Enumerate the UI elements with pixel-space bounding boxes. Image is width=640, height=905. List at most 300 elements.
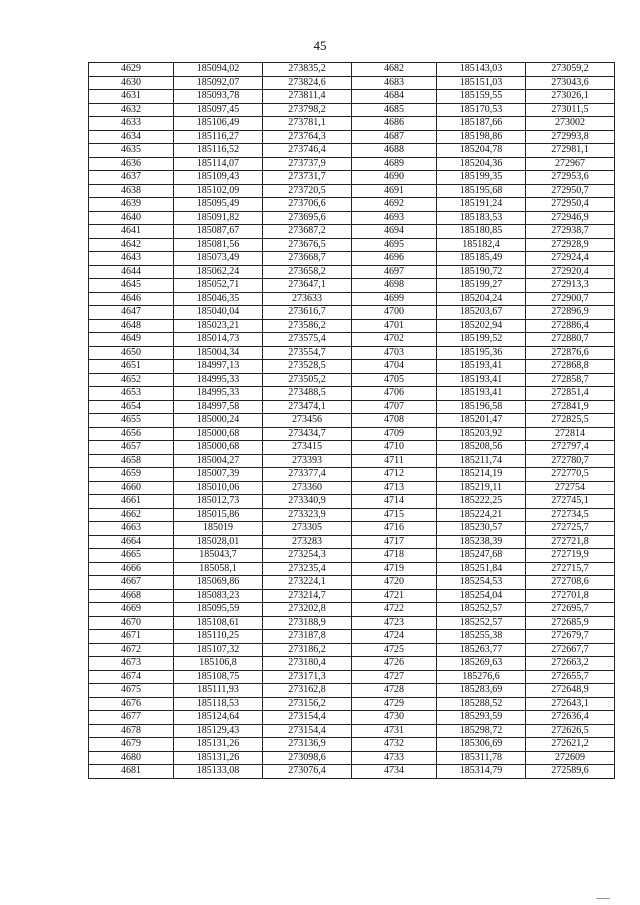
y-coordinate-cell: 272780,7: [526, 454, 615, 468]
x-coordinate-cell: 185012,73: [174, 495, 263, 509]
y-coordinate-cell: 272643,1: [526, 697, 615, 711]
y-coordinate-cell: 272950,4: [526, 198, 615, 212]
point-number-cell: 4694: [352, 225, 437, 239]
x-coordinate-cell: 185204,36: [437, 157, 526, 171]
x-coordinate-cell: 185095,59: [174, 603, 263, 617]
x-coordinate-cell: 185230,57: [437, 522, 526, 536]
y-coordinate-cell: 273340,9: [263, 495, 352, 509]
point-number-cell: 4654: [89, 400, 174, 414]
point-number-cell: 4686: [352, 117, 437, 131]
point-number-cell: 4710: [352, 441, 437, 455]
table-row: [89, 103, 615, 117]
y-coordinate-cell: 272797,4: [526, 441, 615, 455]
x-coordinate-cell: 185083,23: [174, 589, 263, 603]
y-coordinate-cell: 273554,7: [263, 346, 352, 360]
y-coordinate-cell: 273456: [263, 414, 352, 428]
y-coordinate-cell: 272754: [526, 481, 615, 495]
y-coordinate-cell: 272851,4: [526, 387, 615, 401]
point-number-cell: 4667: [89, 576, 174, 590]
x-coordinate-cell: 185211,74: [437, 454, 526, 468]
point-number-cell: 4652: [89, 373, 174, 387]
y-coordinate-cell: 273746,4: [263, 144, 352, 158]
y-coordinate-cell: 273706,6: [263, 198, 352, 212]
x-coordinate-cell: 185159,55: [437, 90, 526, 104]
point-number-cell: 4639: [89, 198, 174, 212]
point-number-cell: 4661: [89, 495, 174, 509]
table-row: [89, 414, 615, 428]
table-row: [89, 252, 615, 266]
x-coordinate-cell: 185185,49: [437, 252, 526, 266]
y-coordinate-cell: 272896,9: [526, 306, 615, 320]
table-row: [89, 562, 615, 576]
table-row: [89, 481, 615, 495]
y-coordinate-cell: 272708,6: [526, 576, 615, 590]
x-coordinate-cell: 185043,7: [174, 549, 263, 563]
table-row: [89, 198, 615, 212]
x-coordinate-cell: 185062,24: [174, 265, 263, 279]
point-number-cell: 4633: [89, 117, 174, 131]
x-coordinate-cell: 185023,21: [174, 319, 263, 333]
y-coordinate-cell: 272928,9: [526, 238, 615, 252]
y-coordinate-cell: 272725,7: [526, 522, 615, 536]
x-coordinate-cell: 185014,73: [174, 333, 263, 347]
point-number-cell: 4687: [352, 130, 437, 144]
x-coordinate-cell: 185019: [174, 522, 263, 536]
table-row: [89, 589, 615, 603]
x-coordinate-cell: 185203,92: [437, 427, 526, 441]
y-coordinate-cell: 272886,4: [526, 319, 615, 333]
table-row: [89, 684, 615, 698]
table-row: [89, 211, 615, 225]
x-coordinate-cell: 185106,49: [174, 117, 263, 131]
x-coordinate-cell: 185193,41: [437, 387, 526, 401]
x-coordinate-cell: 185196,58: [437, 400, 526, 414]
y-coordinate-cell: 273586,2: [263, 319, 352, 333]
x-coordinate-cell: 185095,49: [174, 198, 263, 212]
y-coordinate-cell: 273059,2: [526, 63, 615, 77]
y-coordinate-cell: 273695,6: [263, 211, 352, 225]
x-coordinate-cell: 185000,24: [174, 414, 263, 428]
point-number-cell: 4677: [89, 711, 174, 725]
table-row: [89, 130, 615, 144]
table-row: [89, 171, 615, 185]
x-coordinate-cell: 185091,82: [174, 211, 263, 225]
point-number-cell: 4721: [352, 589, 437, 603]
x-coordinate-cell: 185143,03: [437, 63, 526, 77]
y-coordinate-cell: 272993,8: [526, 130, 615, 144]
point-number-cell: 4647: [89, 306, 174, 320]
x-coordinate-cell: 185255,38: [437, 630, 526, 644]
y-coordinate-cell: 273737,9: [263, 157, 352, 171]
y-coordinate-cell: 272880,7: [526, 333, 615, 347]
y-coordinate-cell: 273824,6: [263, 76, 352, 90]
table-row: [89, 387, 615, 401]
table-row: [89, 427, 615, 441]
point-number-cell: 4716: [352, 522, 437, 536]
table-row: [89, 468, 615, 482]
x-coordinate-cell: 185254,53: [437, 576, 526, 590]
x-coordinate-cell: 185111,93: [174, 684, 263, 698]
point-number-cell: 4711: [352, 454, 437, 468]
point-number-cell: 4637: [89, 171, 174, 185]
x-coordinate-cell: 185114,07: [174, 157, 263, 171]
y-coordinate-cell: 272636,4: [526, 711, 615, 725]
x-coordinate-cell: 185191,24: [437, 198, 526, 212]
point-number-cell: 4638: [89, 184, 174, 198]
coordinates-table-body: [89, 63, 615, 779]
table-row: [89, 522, 615, 536]
point-number-cell: 4658: [89, 454, 174, 468]
point-number-cell: 4679: [89, 738, 174, 752]
y-coordinate-cell: 272621,2: [526, 738, 615, 752]
point-number-cell: 4669: [89, 603, 174, 617]
x-coordinate-cell: 185170,53: [437, 103, 526, 117]
scan-artifact-mark: [596, 898, 610, 899]
y-coordinate-cell: 272953,6: [526, 171, 615, 185]
table-row: [89, 765, 615, 779]
x-coordinate-cell: 185118,53: [174, 697, 263, 711]
x-coordinate-cell: 184997,58: [174, 400, 263, 414]
point-number-cell: 4722: [352, 603, 437, 617]
x-coordinate-cell: 185131,26: [174, 751, 263, 765]
point-number-cell: 4702: [352, 333, 437, 347]
x-coordinate-cell: 185116,52: [174, 144, 263, 158]
point-number-cell: 4703: [352, 346, 437, 360]
point-number-cell: 4672: [89, 643, 174, 657]
table-row: [89, 346, 615, 360]
table-row: [89, 265, 615, 279]
point-number-cell: 4726: [352, 657, 437, 671]
x-coordinate-cell: 185199,52: [437, 333, 526, 347]
x-coordinate-cell: 185058,1: [174, 562, 263, 576]
point-number-cell: 4731: [352, 724, 437, 738]
x-coordinate-cell: 185129,43: [174, 724, 263, 738]
y-coordinate-cell: 273180,4: [263, 657, 352, 671]
x-coordinate-cell: 185182,4: [437, 238, 526, 252]
y-coordinate-cell: 273254,3: [263, 549, 352, 563]
y-coordinate-cell: 272876,6: [526, 346, 615, 360]
y-coordinate-cell: 273098,6: [263, 751, 352, 765]
table-row: [89, 319, 615, 333]
y-coordinate-cell: 272825,5: [526, 414, 615, 428]
x-coordinate-cell: 185314,79: [437, 765, 526, 779]
x-coordinate-cell: 185094,02: [174, 63, 263, 77]
y-coordinate-cell: 273214,7: [263, 589, 352, 603]
x-coordinate-cell: 185093,78: [174, 90, 263, 104]
point-number-cell: 4705: [352, 373, 437, 387]
x-coordinate-cell: 185214,19: [437, 468, 526, 482]
x-coordinate-cell: 184997,13: [174, 360, 263, 374]
point-number-cell: 4659: [89, 468, 174, 482]
point-number-cell: 4663: [89, 522, 174, 536]
x-coordinate-cell: 185202,94: [437, 319, 526, 333]
x-coordinate-cell: 185254,04: [437, 589, 526, 603]
point-number-cell: 4708: [352, 414, 437, 428]
y-coordinate-cell: 273011,5: [526, 103, 615, 117]
x-coordinate-cell: 184995,33: [174, 387, 263, 401]
y-coordinate-cell: 273811,4: [263, 90, 352, 104]
point-number-cell: 4682: [352, 63, 437, 77]
y-coordinate-cell: 273043,6: [526, 76, 615, 90]
y-coordinate-cell: 273434,7: [263, 427, 352, 441]
point-number-cell: 4650: [89, 346, 174, 360]
x-coordinate-cell: 185224,21: [437, 508, 526, 522]
x-coordinate-cell: 185000,68: [174, 427, 263, 441]
y-coordinate-cell: 272679,7: [526, 630, 615, 644]
x-coordinate-cell: 185000,68: [174, 441, 263, 455]
x-coordinate-cell: 185208,56: [437, 441, 526, 455]
x-coordinate-cell: 185107,32: [174, 643, 263, 657]
y-coordinate-cell: 272950,7: [526, 184, 615, 198]
x-coordinate-cell: 185131,26: [174, 738, 263, 752]
y-coordinate-cell: 273731,7: [263, 171, 352, 185]
point-number-cell: 4685: [352, 103, 437, 117]
table-row: [89, 711, 615, 725]
x-coordinate-cell: 185199,27: [437, 279, 526, 293]
y-coordinate-cell: 273162,8: [263, 684, 352, 698]
y-coordinate-cell: 273488,5: [263, 387, 352, 401]
y-coordinate-cell: 273305: [263, 522, 352, 536]
x-coordinate-cell: 185193,41: [437, 360, 526, 374]
y-coordinate-cell: 273633: [263, 292, 352, 306]
table-row: [89, 603, 615, 617]
point-number-cell: 4712: [352, 468, 437, 482]
point-number-cell: 4660: [89, 481, 174, 495]
y-coordinate-cell: 272663,2: [526, 657, 615, 671]
y-coordinate-cell: 272589,6: [526, 765, 615, 779]
y-coordinate-cell: 273505,2: [263, 373, 352, 387]
table-row: [89, 90, 615, 104]
x-coordinate-cell: 185133,08: [174, 765, 263, 779]
y-coordinate-cell: 272719,9: [526, 549, 615, 563]
point-number-cell: 4734: [352, 765, 437, 779]
y-coordinate-cell: 272745,1: [526, 495, 615, 509]
x-coordinate-cell: 185046,35: [174, 292, 263, 306]
point-number-cell: 4649: [89, 333, 174, 347]
y-coordinate-cell: 272721,8: [526, 535, 615, 549]
y-coordinate-cell: 273188,9: [263, 616, 352, 630]
y-coordinate-cell: 273026,1: [526, 90, 615, 104]
point-number-cell: 4693: [352, 211, 437, 225]
y-coordinate-cell: 273575,4: [263, 333, 352, 347]
table-row: [89, 441, 615, 455]
y-coordinate-cell: 273235,4: [263, 562, 352, 576]
y-coordinate-cell: 273798,2: [263, 103, 352, 117]
y-coordinate-cell: 272814: [526, 427, 615, 441]
point-number-cell: 4732: [352, 738, 437, 752]
table-row: [89, 292, 615, 306]
x-coordinate-cell: 185124,64: [174, 711, 263, 725]
y-coordinate-cell: 273360: [263, 481, 352, 495]
point-number-cell: 4665: [89, 549, 174, 563]
table-row: [89, 279, 615, 293]
x-coordinate-cell: 185252,57: [437, 616, 526, 630]
point-number-cell: 4655: [89, 414, 174, 428]
point-number-cell: 4641: [89, 225, 174, 239]
coordinates-table: [88, 62, 615, 779]
point-number-cell: 4717: [352, 535, 437, 549]
table-row: [89, 157, 615, 171]
point-number-cell: 4700: [352, 306, 437, 320]
x-coordinate-cell: 185108,75: [174, 670, 263, 684]
y-coordinate-cell: 273076,4: [263, 765, 352, 779]
table-row: [89, 670, 615, 684]
point-number-cell: 4691: [352, 184, 437, 198]
y-coordinate-cell: 272841,9: [526, 400, 615, 414]
point-number-cell: 4696: [352, 252, 437, 266]
x-coordinate-cell: 185081,56: [174, 238, 263, 252]
point-number-cell: 4670: [89, 616, 174, 630]
point-number-cell: 4651: [89, 360, 174, 374]
table-row: [89, 306, 615, 320]
point-number-cell: 4640: [89, 211, 174, 225]
x-coordinate-cell: 185004,34: [174, 346, 263, 360]
point-number-cell: 4688: [352, 144, 437, 158]
point-number-cell: 4666: [89, 562, 174, 576]
point-number-cell: 4683: [352, 76, 437, 90]
y-coordinate-cell: 272913,3: [526, 279, 615, 293]
table-row: [89, 724, 615, 738]
point-number-cell: 4634: [89, 130, 174, 144]
table-row: [89, 144, 615, 158]
table-row: [89, 697, 615, 711]
table-row: [89, 400, 615, 414]
point-number-cell: 4646: [89, 292, 174, 306]
y-coordinate-cell: 273136,9: [263, 738, 352, 752]
x-coordinate-cell: 185269,63: [437, 657, 526, 671]
point-number-cell: 4727: [352, 670, 437, 684]
x-coordinate-cell: 185180,85: [437, 225, 526, 239]
table-row: [89, 495, 615, 509]
x-coordinate-cell: 185106,8: [174, 657, 263, 671]
point-number-cell: 4695: [352, 238, 437, 252]
point-number-cell: 4733: [352, 751, 437, 765]
table-row: [89, 738, 615, 752]
y-coordinate-cell: 273187,8: [263, 630, 352, 644]
point-number-cell: 4630: [89, 76, 174, 90]
point-number-cell: 4719: [352, 562, 437, 576]
point-number-cell: 4730: [352, 711, 437, 725]
y-coordinate-cell: 272695,7: [526, 603, 615, 617]
point-number-cell: 4699: [352, 292, 437, 306]
point-number-cell: 4692: [352, 198, 437, 212]
point-number-cell: 4701: [352, 319, 437, 333]
x-coordinate-cell: 185028,01: [174, 535, 263, 549]
x-coordinate-cell: 185069,86: [174, 576, 263, 590]
point-number-cell: 4636: [89, 157, 174, 171]
y-coordinate-cell: 273687,2: [263, 225, 352, 239]
point-number-cell: 4728: [352, 684, 437, 698]
y-coordinate-cell: 272981,1: [526, 144, 615, 158]
y-coordinate-cell: 272868,8: [526, 360, 615, 374]
y-coordinate-cell: 272920,4: [526, 265, 615, 279]
table-row: [89, 333, 615, 347]
y-coordinate-cell: 273154,4: [263, 711, 352, 725]
x-coordinate-cell: 185276,6: [437, 670, 526, 684]
point-number-cell: 4643: [89, 252, 174, 266]
x-coordinate-cell: 185108,61: [174, 616, 263, 630]
y-coordinate-cell: 272715,7: [526, 562, 615, 576]
point-number-cell: 4718: [352, 549, 437, 563]
x-coordinate-cell: 185306,69: [437, 738, 526, 752]
y-coordinate-cell: 273202,8: [263, 603, 352, 617]
y-coordinate-cell: 273474,1: [263, 400, 352, 414]
y-coordinate-cell: 273764,3: [263, 130, 352, 144]
table-row: [89, 630, 615, 644]
x-coordinate-cell: 185222,25: [437, 495, 526, 509]
table-row: [89, 576, 615, 590]
x-coordinate-cell: 185219,11: [437, 481, 526, 495]
x-coordinate-cell: 185311,78: [437, 751, 526, 765]
point-number-cell: 4668: [89, 589, 174, 603]
x-coordinate-cell: 185073,49: [174, 252, 263, 266]
y-coordinate-cell: 273156,2: [263, 697, 352, 711]
point-number-cell: 4684: [352, 90, 437, 104]
point-number-cell: 4631: [89, 90, 174, 104]
point-number-cell: 4724: [352, 630, 437, 644]
x-coordinate-cell: 185199,35: [437, 171, 526, 185]
point-number-cell: 4648: [89, 319, 174, 333]
x-coordinate-cell: 185251,84: [437, 562, 526, 576]
point-number-cell: 4657: [89, 441, 174, 455]
y-coordinate-cell: 273835,2: [263, 63, 352, 77]
point-number-cell: 4709: [352, 427, 437, 441]
point-number-cell: 4662: [89, 508, 174, 522]
y-coordinate-cell: 272770,5: [526, 468, 615, 482]
x-coordinate-cell: 185203,67: [437, 306, 526, 320]
x-coordinate-cell: 185204,78: [437, 144, 526, 158]
x-coordinate-cell: 185195,36: [437, 346, 526, 360]
table-row: [89, 751, 615, 765]
y-coordinate-cell: 273676,5: [263, 238, 352, 252]
x-coordinate-cell: 185298,72: [437, 724, 526, 738]
table-row: [89, 360, 615, 374]
y-coordinate-cell: 272938,7: [526, 225, 615, 239]
table-row: [89, 373, 615, 387]
x-coordinate-cell: 185183,53: [437, 211, 526, 225]
y-coordinate-cell: 272701,8: [526, 589, 615, 603]
point-number-cell: 4653: [89, 387, 174, 401]
point-number-cell: 4674: [89, 670, 174, 684]
table-row: [89, 454, 615, 468]
x-coordinate-cell: 185201,47: [437, 414, 526, 428]
y-coordinate-cell: 272967: [526, 157, 615, 171]
point-number-cell: 4675: [89, 684, 174, 698]
x-coordinate-cell: 185110,25: [174, 630, 263, 644]
y-coordinate-cell: 272609: [526, 751, 615, 765]
point-number-cell: 4635: [89, 144, 174, 158]
y-coordinate-cell: 273658,2: [263, 265, 352, 279]
x-coordinate-cell: 184995,33: [174, 373, 263, 387]
table-row: [89, 238, 615, 252]
x-coordinate-cell: 185010,06: [174, 481, 263, 495]
x-coordinate-cell: 185247,68: [437, 549, 526, 563]
y-coordinate-cell: 273393: [263, 454, 352, 468]
x-coordinate-cell: 185151,03: [437, 76, 526, 90]
table-row: [89, 117, 615, 131]
x-coordinate-cell: 185015,86: [174, 508, 263, 522]
point-number-cell: 4729: [352, 697, 437, 711]
y-coordinate-cell: 272900,7: [526, 292, 615, 306]
table-row: [89, 643, 615, 657]
y-coordinate-cell: 273781,1: [263, 117, 352, 131]
y-coordinate-cell: 272667,7: [526, 643, 615, 657]
table-row: [89, 184, 615, 198]
y-coordinate-cell: 273171,3: [263, 670, 352, 684]
x-coordinate-cell: 185193,41: [437, 373, 526, 387]
point-number-cell: 4676: [89, 697, 174, 711]
point-number-cell: 4720: [352, 576, 437, 590]
